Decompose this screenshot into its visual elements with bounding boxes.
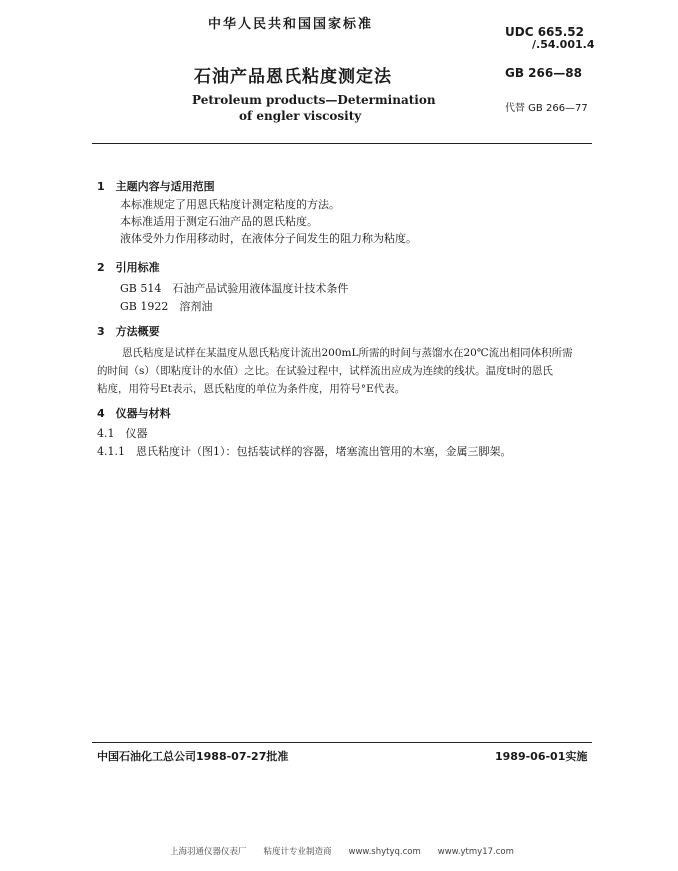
section-1-heading: 1 主题内容与适用范围 [97, 180, 215, 193]
national-standard-heading: 中华人民共和国国家标准 [208, 17, 374, 32]
section-3-line-3: 粘度，用符号Et表示，恩氏粘度的单位为条件度，用符号°E代表。 [97, 383, 406, 395]
section-1-line-1: 本标准规定了用恩氏粘度计测定粘度的方法。 [120, 198, 340, 211]
section-2-line-2: GB 1922 溶剂油 [120, 300, 213, 313]
document-title-en-line-2: of engler viscosity [239, 109, 362, 123]
effective-date: 1989-06-01实施 [495, 750, 588, 763]
section-2-heading: 2 引用标准 [97, 261, 160, 274]
watermark-footer: 上海羽通仪器仪表厂 粘度计专业制造商 www.shytyq.com www.ytmy17.com [170, 847, 514, 857]
section-3-line-1: 恩氏粘度是试样在某温度从恩氏粘度计流出200mL所需的时间与蒸馏水在20℃流出相同体积所需 [122, 347, 573, 359]
section-4-heading: 4 仪器与材料 [97, 407, 171, 420]
approval-date: 中国石油化工总公司1988-07-27批准 [97, 750, 289, 763]
gb-code: GB 266—88 [505, 66, 582, 80]
section-4-1-1-item: 4.1.1 恩氏粘度计（图1）：包括装试样的容器，堵塞流出管用的木塞，金属三脚架。 [97, 445, 512, 458]
section-4-1-heading: 4.1 仪器 [97, 427, 148, 440]
udc-code-line-2: /.54.001.4 [532, 38, 595, 51]
section-3-line-2: 的时间（s）（即粘度计的水值）之比。在试验过程中，试样流出应成为连续的线状。温度t时的恩氏 [97, 365, 553, 377]
udc-code-line-1: UDC 665.52 [505, 25, 584, 39]
document-title-cn: 石油产品恩氏粘度测定法 [194, 67, 392, 87]
footer-divider [92, 742, 592, 743]
section-2-line-1: GB 514 石油产品试验用液体温度计技术条件 [120, 282, 349, 295]
section-3-heading: 3 方法概要 [97, 325, 160, 338]
replaces-standard: 代替 GB 266—77 [505, 103, 588, 114]
section-1-line-2: 本标准适用于测定石油产品的恩氏粘度。 [120, 215, 318, 228]
document-title-en-line-1: Petroleum products—Determination [192, 93, 436, 107]
header-divider [92, 143, 592, 144]
section-1-line-3: 液体受外力作用移动时，在液体分子间发生的阻力称为粘度。 [120, 232, 417, 245]
